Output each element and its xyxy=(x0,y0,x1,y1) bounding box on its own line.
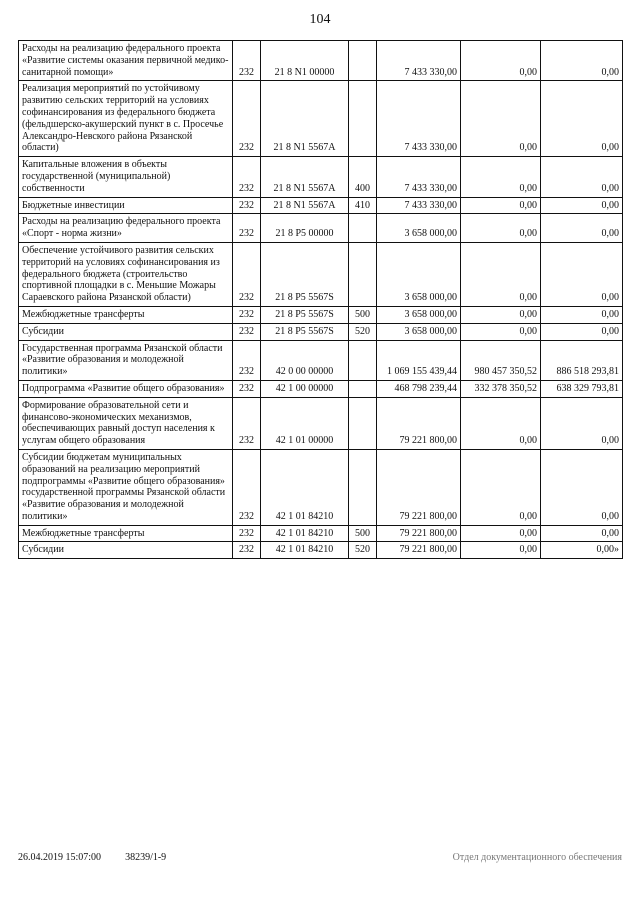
row-sum-2020: 0,00 xyxy=(461,214,541,243)
table-row xyxy=(19,197,623,214)
table-body xyxy=(19,41,623,559)
row-sum-2020: 0,00 xyxy=(461,41,541,81)
row-sum-2021: 0,00 xyxy=(541,306,623,323)
row-sum-2021: 638 329 793,81 xyxy=(541,380,623,397)
row-sum-2020: 980 457 350,52 xyxy=(461,340,541,380)
row-sum-2020: 0,00 xyxy=(461,542,541,559)
row-sum-2021: 0,00 xyxy=(541,242,623,306)
footer xyxy=(18,852,622,863)
row-ved-code: 232 xyxy=(233,340,261,380)
row-ved-code: 232 xyxy=(233,397,261,449)
row-name: Формирование образовательной сети и финансово-экономических механизмов, обеспечивающих равный доступ населения к услугам общего образования xyxy=(19,397,233,449)
row-sum-2021: 0,00 xyxy=(541,525,623,542)
row-name: Реализация мероприятий по устойчивому развитию сельских территорий на условиях софинансирования из федерального бюджета (фельдшерско-акушерский пункт в с. Просечье Александро-Невского района Рязанской области) xyxy=(19,81,233,157)
table-row xyxy=(19,340,623,380)
row-sum-2021: 886 518 293,81 xyxy=(541,340,623,380)
row-name: Субсидии бюджетам муниципальных образований на реализацию мероприятий подпрограммы «Развитие общего образования» государственной программы Рязанской области «Развитие образования и молодежной политики» xyxy=(19,449,233,525)
row-ved-code: 232 xyxy=(233,306,261,323)
row-expense-type xyxy=(349,380,377,397)
row-sum-2021: 0,00 xyxy=(541,214,623,243)
row-expense-type xyxy=(349,242,377,306)
row-name: Субсидии xyxy=(19,542,233,559)
row-expense-type xyxy=(349,449,377,525)
row-name: Расходы на реализацию федерального проекта «Спорт - норма жизни» xyxy=(19,214,233,243)
row-sum-2021: 0,00 xyxy=(541,41,623,81)
row-ved-code: 232 xyxy=(233,323,261,340)
table-row xyxy=(19,449,623,525)
row-expense-type: 500 xyxy=(349,525,377,542)
row-expense-type: 520 xyxy=(349,542,377,559)
row-name: Межбюджетные трансферты xyxy=(19,306,233,323)
row-expense-type: 520 xyxy=(349,323,377,340)
row-target-article: 42 1 00 00000 xyxy=(261,380,349,397)
row-expense-type: 410 xyxy=(349,197,377,214)
table-row xyxy=(19,397,623,449)
row-sum-2019: 3 658 000,00 xyxy=(377,242,461,306)
row-target-article: 21 8 N1 5567A xyxy=(261,157,349,197)
row-target-article: 42 1 01 00000 xyxy=(261,397,349,449)
row-sum-2020: 0,00 xyxy=(461,242,541,306)
row-sum-2019: 7 433 330,00 xyxy=(377,157,461,197)
row-sum-2019: 3 658 000,00 xyxy=(377,306,461,323)
row-target-article: 42 0 00 00000 xyxy=(261,340,349,380)
row-expense-type xyxy=(349,81,377,157)
row-sum-2020: 0,00 xyxy=(461,525,541,542)
row-target-article: 21 8 N1 5567A xyxy=(261,197,349,214)
row-name: Бюджетные инвестиции xyxy=(19,197,233,214)
row-ved-code: 232 xyxy=(233,525,261,542)
row-sum-2019: 7 433 330,00 xyxy=(377,41,461,81)
row-ved-code: 232 xyxy=(233,380,261,397)
row-target-article: 42 1 01 84210 xyxy=(261,525,349,542)
row-ved-code: 232 xyxy=(233,242,261,306)
page-number: 104 xyxy=(309,12,331,27)
table-row xyxy=(19,214,623,243)
row-name: Межбюджетные трансферты xyxy=(19,525,233,542)
row-target-article: 21 8 N1 00000 xyxy=(261,41,349,81)
row-expense-type: 400 xyxy=(349,157,377,197)
table-row xyxy=(19,157,623,197)
row-sum-2019: 79 221 800,00 xyxy=(377,449,461,525)
row-sum-2021: 0,00 xyxy=(541,449,623,525)
row-sum-2020: 0,00 xyxy=(461,197,541,214)
row-sum-2020: 0,00 xyxy=(461,449,541,525)
row-expense-type xyxy=(349,340,377,380)
row-ved-code: 232 xyxy=(233,157,261,197)
table-row xyxy=(19,525,623,542)
row-sum-2019: 7 433 330,00 xyxy=(377,197,461,214)
row-sum-2021: 0,00 xyxy=(541,81,623,157)
row-name: Подпрограмма «Развитие общего образования» xyxy=(19,380,233,397)
table-row xyxy=(19,542,623,559)
row-sum-2020: 0,00 xyxy=(461,397,541,449)
row-sum-2019: 3 658 000,00 xyxy=(377,323,461,340)
row-target-article: 21 8 P5 5567S xyxy=(261,323,349,340)
row-ved-code: 232 xyxy=(233,197,261,214)
row-target-article: 21 8 P5 5567S xyxy=(261,306,349,323)
row-sum-2020: 332 378 350,52 xyxy=(461,380,541,397)
row-sum-2019: 79 221 800,00 xyxy=(377,397,461,449)
row-expense-type xyxy=(349,41,377,81)
row-target-article: 21 8 N1 5567A xyxy=(261,81,349,157)
department-stamp: Отдел документационного обеспечения xyxy=(452,852,622,863)
row-sum-2021: 0,00 xyxy=(541,397,623,449)
table-row xyxy=(19,323,623,340)
row-target-article: 42 1 01 84210 xyxy=(261,542,349,559)
budget-table xyxy=(18,40,623,559)
row-ved-code: 232 xyxy=(233,214,261,243)
table-row xyxy=(19,41,623,81)
row-sum-2020: 0,00 xyxy=(461,81,541,157)
row-sum-2021: 0,00 xyxy=(541,157,623,197)
table-row xyxy=(19,242,623,306)
row-ved-code: 232 xyxy=(233,449,261,525)
row-ved-code: 232 xyxy=(233,542,261,559)
row-sum-2019: 3 658 000,00 xyxy=(377,214,461,243)
row-sum-2020: 0,00 xyxy=(461,157,541,197)
row-sum-2021: 0,00» xyxy=(541,542,623,559)
row-expense-type: 500 xyxy=(349,306,377,323)
row-sum-2021: 0,00 xyxy=(541,197,623,214)
row-sum-2019: 7 433 330,00 xyxy=(377,81,461,157)
row-expense-type xyxy=(349,214,377,243)
row-name: Субсидии xyxy=(19,323,233,340)
footer-date: 26.04.2019 15:07:00 xyxy=(18,852,102,863)
row-sum-2019: 79 221 800,00 xyxy=(377,542,461,559)
row-sum-2019: 468 798 239,44 xyxy=(377,380,461,397)
row-target-article: 21 8 P5 5567S xyxy=(261,242,349,306)
row-sum-2019: 1 069 155 439,44 xyxy=(377,340,461,380)
row-sum-2021: 0,00 xyxy=(541,323,623,340)
row-name: Капитальные вложения в объекты государственной (муниципальной) собственности xyxy=(19,157,233,197)
table-row xyxy=(19,306,623,323)
row-target-article: 42 1 01 84210 xyxy=(261,449,349,525)
row-name: Расходы на реализацию федерального проекта «Развитие системы оказания первичной медико-санитарной помощи» xyxy=(19,41,233,81)
row-sum-2019: 79 221 800,00 xyxy=(377,525,461,542)
table-row xyxy=(19,81,623,157)
row-target-article: 21 8 P5 00000 xyxy=(261,214,349,243)
row-name: Обеспечение устойчивого развития сельских территорий на условиях софинансирования из федерального бюджета (строительство спортивной площадки в с. Меньшие Можары Сараевского района Рязанской области) xyxy=(19,242,233,306)
row-expense-type xyxy=(349,397,377,449)
row-name: Государственная программа Рязанской области «Развитие образования и молодежной политики» xyxy=(19,340,233,380)
row-sum-2020: 0,00 xyxy=(461,323,541,340)
table-row xyxy=(19,380,623,397)
row-sum-2020: 0,00 xyxy=(461,306,541,323)
row-ved-code: 232 xyxy=(233,81,261,157)
row-ved-code: 232 xyxy=(233,41,261,81)
footer-doc-number: 38239/1-9 xyxy=(125,852,167,863)
